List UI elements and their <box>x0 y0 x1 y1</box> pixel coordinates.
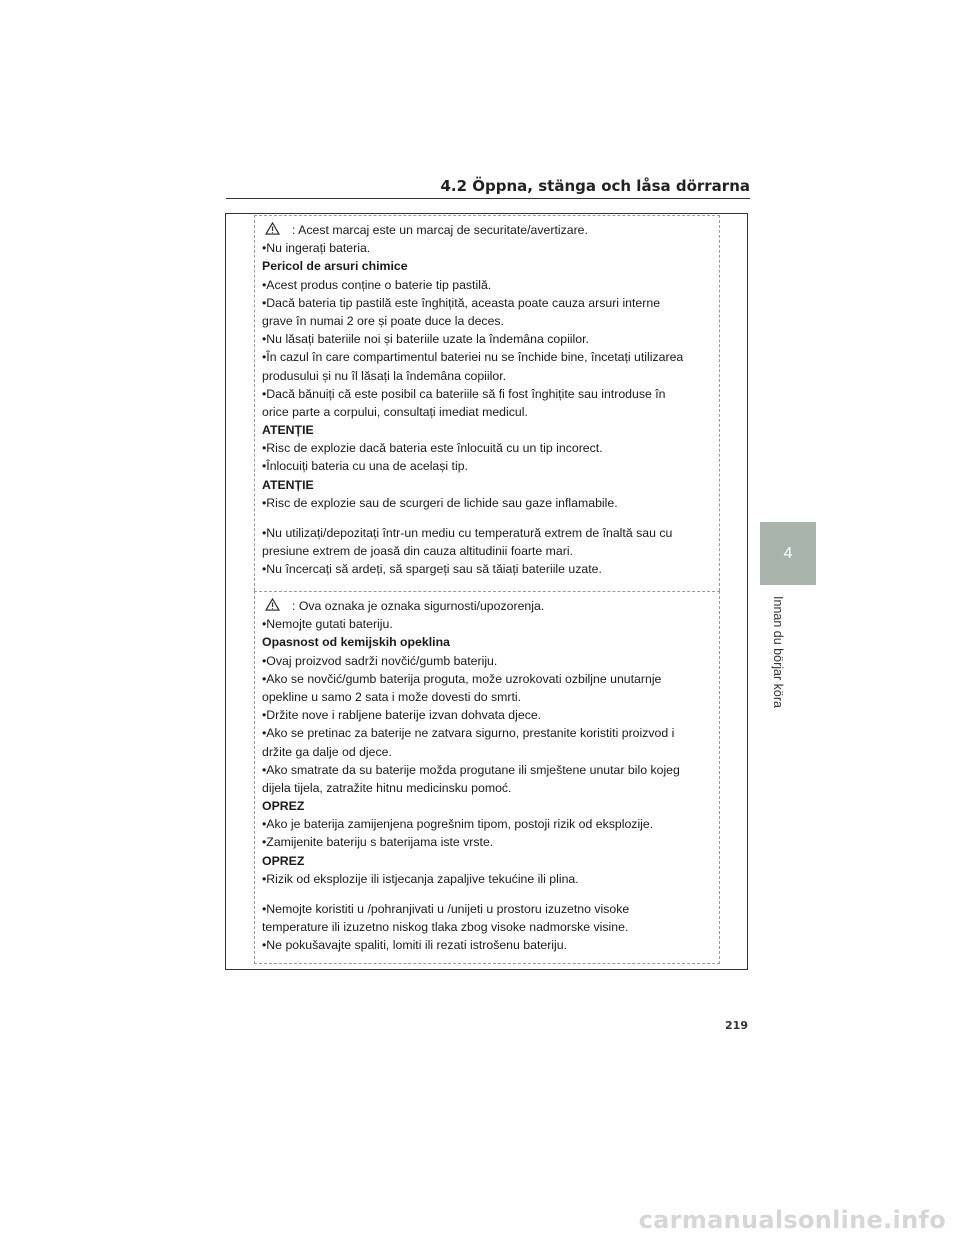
warning-heading <box>262 421 718 439</box>
chapter-tab <box>760 522 816 585</box>
warning-text-line <box>262 239 718 257</box>
line-text: držite ga dalje od djece. <box>262 744 392 759</box>
warning-text-line <box>262 706 718 724</box>
paragraph-spacer <box>262 512 718 524</box>
warning-text-line <box>262 385 718 403</box>
line-text: •Ovaj proizvod sadrži novčić/gumb bateriju. <box>262 653 498 668</box>
warning-text-line <box>262 312 718 330</box>
chapter-number: 4 <box>783 544 793 562</box>
line-text: orice parte a corpului, consultați imediat medicul. <box>262 404 528 419</box>
warning-text-line <box>262 348 718 366</box>
line-text: •Risc de explozie sau de scurgeri de lichide sau gaze inflamabile. <box>262 495 618 510</box>
warning-triangle-icon <box>265 222 280 235</box>
line-text: •Nu ingerați bateria. <box>262 241 371 256</box>
warning-text-line <box>262 833 718 851</box>
warning-triangle-icon <box>265 598 280 611</box>
line-text: •Nu utilizați/depozitați într-un mediu cu temperatură extrem de înaltă sau cu <box>262 526 673 540</box>
warning-text-line <box>262 688 718 706</box>
warning-text-line <box>262 276 718 294</box>
warning-text-line <box>262 542 718 560</box>
warning-text-line <box>262 652 718 670</box>
warning-text-line <box>262 367 718 385</box>
paragraph-spacer <box>262 888 718 900</box>
line-text: Opasnost od kemijskih opeklina <box>262 635 450 650</box>
line-text: : Ova oznaka je oznaka sigurnosti/upozorenja. <box>292 599 545 613</box>
warning-text-block <box>262 221 718 579</box>
line-text: temperature ili izuzetno niskog tlaka zbog visoke nadmorske visine. <box>262 920 629 935</box>
line-text: grave în numai 2 ore și poate duce la deces. <box>262 313 504 328</box>
warning-text-line <box>262 900 718 918</box>
warning-text-line <box>262 936 718 954</box>
warning-text-line <box>262 560 718 578</box>
warning-text-line <box>262 761 718 779</box>
line-text: •Držite nove i rabljene baterije izvan dohvata djece. <box>262 708 542 723</box>
warning-text-block <box>262 597 718 955</box>
warning-text-line <box>262 294 718 312</box>
line-text: produsului și nu îl lăsați la îndemâna copiilor. <box>262 368 507 383</box>
warning-heading <box>262 852 718 870</box>
line-text: •Ako smatrate da su baterije možda progutane ili smještene unutar bilo kojeg <box>262 762 680 777</box>
line-text: •Acest produs conține o baterie tip pastilă. <box>262 277 492 292</box>
warning-text-line <box>262 330 718 348</box>
warning-text-line <box>262 670 718 688</box>
line-text: Pericol de arsuri chimice <box>262 259 408 274</box>
page-number: 219 <box>725 1019 748 1032</box>
warning-text-line <box>262 403 718 421</box>
warning-heading <box>262 633 718 651</box>
line-text: •Ako se pretinac za baterije ne zatvara sigurno, prestanite koristiti proizvod i <box>262 726 675 741</box>
line-text: •Ako je baterija zamijenjena pogrešnim tipom, postoji rizik od eksplozije. <box>262 817 654 832</box>
line-text: ATENȚIE <box>262 477 314 492</box>
header-divider <box>226 198 750 199</box>
line-text: opekline u samo 2 sata i može dovesti do smrti. <box>262 689 522 704</box>
line-text: •Nemojte koristiti u /pohranjivati u /unijeti u prostoru izuzetno visoke <box>262 902 630 916</box>
line-text: OPREZ <box>262 853 305 868</box>
warning-text-line <box>262 439 718 457</box>
line-text: •Dacă bateria tip pastilă este înghițită, aceasta poate cauza arsuri interne <box>262 295 661 310</box>
page-header-title: 4.2 Öppna, stänga och låsa dörrarna <box>440 177 750 195</box>
warning-text-line <box>262 918 718 936</box>
warning-heading <box>262 797 718 815</box>
line-text: presiune extrem de joasă din cauza altitudinii foarte mari. <box>262 544 574 559</box>
chapter-title-vertical: Innan du börjar köra <box>771 596 785 708</box>
warning-text-line <box>262 524 718 542</box>
warning-text-line <box>262 597 718 615</box>
warning-section-croatian <box>254 591 720 964</box>
line-text: •Zamijenite bateriju s baterijama iste vrste. <box>262 835 494 850</box>
warning-text-line <box>262 615 718 633</box>
line-text: •Ne pokušavajte spaliti, lomiti ili rezati istrošenu bateriju. <box>262 938 568 953</box>
line-text: •Înlocuiți bateria cu una de același tip. <box>262 459 468 474</box>
warning-text-line <box>262 724 718 742</box>
warning-heading <box>262 476 718 494</box>
line-text: •Dacă bănuiți că este posibil ca bateriile să fi fost înghițite sau introduse în <box>262 386 666 401</box>
line-text: •Rizik od eksplozije ili istjecanja zapaljive tekućine ili plina. <box>262 871 579 886</box>
line-text: •În cazul în care compartimentul bateriei nu se închide bine, încetați utilizarea <box>262 350 684 365</box>
line-text: OPREZ <box>262 799 305 814</box>
warning-text-line <box>262 815 718 833</box>
warning-text-line <box>262 779 718 797</box>
line-text: •Nu încercați să ardeți, să spargeți sau să tăiați bateriile uzate. <box>262 562 602 577</box>
line-text: ATENȚIE <box>262 423 314 438</box>
warning-text-line <box>262 870 718 888</box>
warning-text-line <box>262 221 718 239</box>
line-text: dijela tijela, zatražite hitnu medicinsku pomoć. <box>262 780 512 795</box>
line-text: •Nu lăsați bateriile noi și bateriile uzate la îndemâna copiilor. <box>262 332 589 347</box>
warning-text-line <box>262 743 718 761</box>
line-text: •Risc de explozie dacă bateria este înlocuită cu un tip incorect. <box>262 441 603 456</box>
warning-heading <box>262 257 718 275</box>
warning-text-line <box>262 457 718 475</box>
line-text: : Acest marcaj este un marcaj de securitate/avertizare. <box>292 223 588 237</box>
watermark: carmanualsonline.info <box>638 1206 946 1234</box>
line-text: •Ako se novčić/gumb baterija proguta, može uzrokovati ozbiljne unutarnje <box>262 671 662 686</box>
warning-section-romanian <box>254 215 720 591</box>
warning-text-line <box>262 494 718 512</box>
line-text: •Nemojte gutati bateriju. <box>262 617 393 632</box>
